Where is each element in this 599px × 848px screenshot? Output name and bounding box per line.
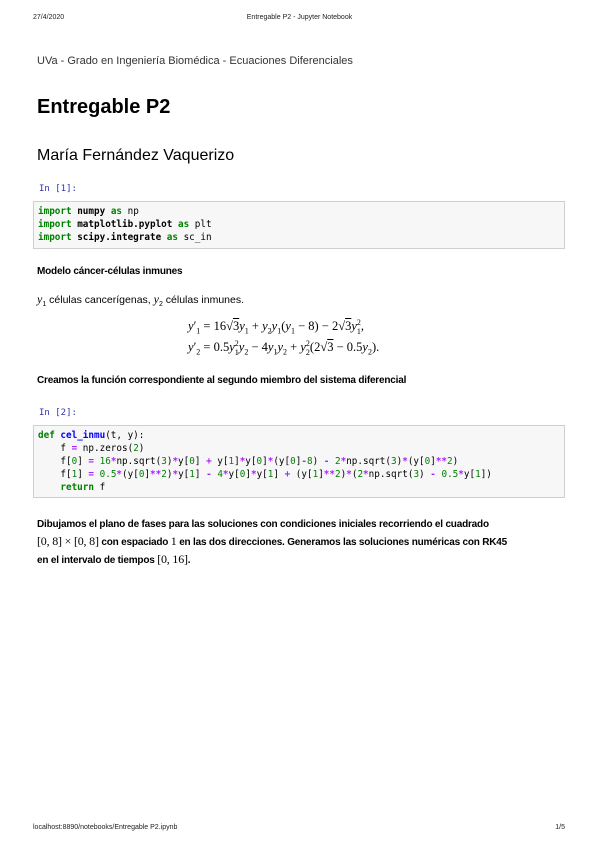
- print-title: Entregable P2 - Jupyter Notebook: [246, 14, 353, 21]
- code-cell-1[interactable]: [33, 201, 565, 249]
- code-line: f = np.zeros(2): [38, 443, 145, 454]
- code-line: f[1] = 0.5*(y[0]**2)*y[1] - 4*y[0]*y[1] + (y[1]**2)*(2*np.sqrt(3) - 0.5*y[1]): [38, 469, 492, 480]
- course-subtitle: UVa - Grado en Ingeniería Biomédica - Ecuaciones Diferenciales: [37, 55, 353, 67]
- code-line: import numpy as np: [38, 206, 139, 217]
- code-line: import scipy.integrate as sc_in: [38, 232, 212, 243]
- section-heading-function: Creamos la función correspondiente al segundo miembro del sistema diferencial: [37, 375, 407, 386]
- equation-2: $y'_2 = 0.5y^2_1y_2 - 4y_1y_2 + y^2_2(2√3 - 0.5y_2)$.: [188, 339, 380, 357]
- page-title: Entregable P2: [37, 96, 171, 118]
- code-line: import matplotlib.pyplot as plt: [38, 219, 212, 230]
- variables-description: $y_1$ células cancerígenas, $y_2$ células inmunes.: [37, 292, 244, 309]
- equation-1: $y'_1 = 16√3y_1 + y_2y_1(y_1 - 8) - 2√3y^2_1$,: [188, 318, 365, 336]
- code-line: def cel_inmu(t, y):: [38, 430, 145, 441]
- footer-url: localhost:8890/notebooks/Entregable P2.ipynb: [33, 824, 178, 831]
- page-number: 1/5: [555, 824, 565, 831]
- cell-prompt-1: In [1]:: [39, 184, 77, 194]
- phase-plane-description: Dibujamos el plano de fases para las soluciones con condiciones iniciales recorriendo el cuadrado [0, 8] × [0, 8] con espaciado 1 en las dos direcciones. Generamos las soluciones numéricas con RK45 en el intervalo de tiempos [0, 16].: [37, 519, 508, 566]
- print-date: 27/4/2020: [33, 14, 65, 21]
- code-line: return f: [60, 482, 106, 493]
- author-name: María Fernández Vaquerizo: [37, 147, 235, 164]
- cell-prompt-2: In [2]:: [39, 408, 77, 418]
- code-cell-2[interactable]: [33, 425, 565, 498]
- section-heading-model: Modelo cáncer-células inmunes: [37, 266, 183, 277]
- code-line: f[0] = 16*np.sqrt(3)*y[0] + y[1]*y[0]*(y[0]-8) - 2*np.sqrt(3)*(y[0]**2): [38, 456, 459, 467]
